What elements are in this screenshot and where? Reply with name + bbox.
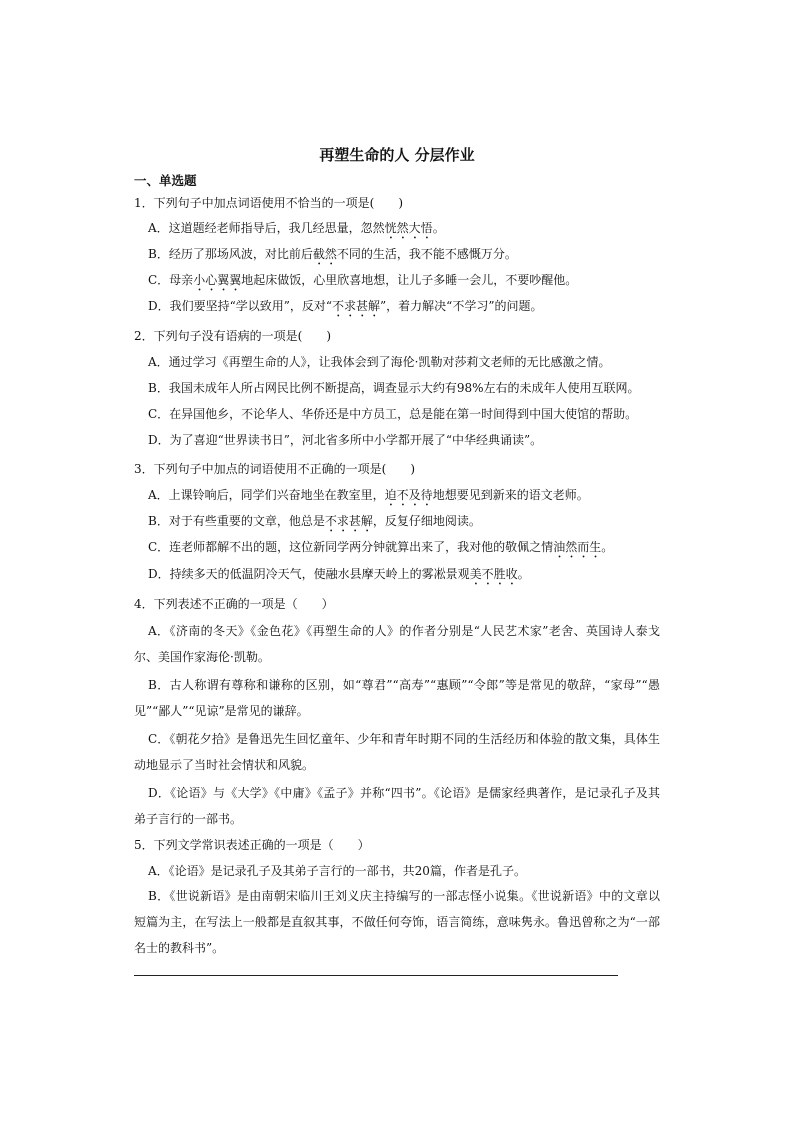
question-1-option-d: D．我们要坚持“学以致用”，反对“不求甚解”，着力解决“不学习”的问题。 xyxy=(148,299,543,313)
question-4-stem: 4．下列表述不正确的一项是（ ） xyxy=(134,597,334,611)
question-1-option-b: B．经历了那场风波，对比前后截然不同的生活，我不能不感慨万分。 xyxy=(148,247,517,261)
question-2-option-a: A．通过学习《再塑生命的人》，让我体会到了海伦·凯勒对莎莉文老师的无比感激之情。 xyxy=(148,355,611,369)
question-1-stem: 1．下列句子中加点词语使用不恰当的一项是( ) xyxy=(134,196,403,210)
question-2-option-b: B．我国未成年人所占网民比例不断提高，调查显示大约有98%左右的未成年人使用互联网。 xyxy=(148,381,640,395)
question-3-option-b: B．对于有些重要的文章，他总是不求甚解，反复仔细地阅读。 xyxy=(148,514,481,528)
question-5-stem: 5．下列文学常识表述正确的一项是（ ） xyxy=(134,838,370,852)
question-1-option-c: C．母亲小心翼翼地起床做饭，心里欣喜地想，让儿子多睡一会儿，不要吵醒他。 xyxy=(148,273,578,287)
question-4-option-d: D．《论语》与《大学》《中庸》《孟子》并称“四书”。《论语》是儒家经典著作，是记录孔子及其弟子言行的一部书。 xyxy=(134,786,660,826)
question-3-option-c: C．连老师都解不出的题，这位新同学两分钟就算出来了，我对他的敬佩之情油然而生。 xyxy=(148,540,614,554)
question-2-stem: 2．下列句子没有语病的一项是( ) xyxy=(134,329,331,343)
section-heading: 一、单选题 xyxy=(134,173,197,188)
question-3-option-d: D．持续多天的低温阴冷天气，使融水县摩天岭上的雾凇景观美不胜收。 xyxy=(148,567,530,581)
question-4-option-c: C．《朝花夕拾》是鲁迅先生回忆童年、少年和青年时期不同的生活经历和体验的散文集，具体生动地显示了当时社会情状和风貌。 xyxy=(134,732,660,772)
page-title: 再塑生命的人 分层作业 xyxy=(319,146,475,164)
question-2-option-c: C．在异国他乡，不论华人、华侨还是中方员工，总是能在第一时间得到中国大使馆的帮助。 xyxy=(148,407,638,421)
question-5-option-a: A．《论语》是记录孔子及其弟子言行的一部书，共20篇，作者是孔子。 xyxy=(148,864,526,878)
question-2-option-d: D．为了喜迎“世界读书日”，河北省多所中小学都开展了“中华经典诵读”。 xyxy=(148,433,543,447)
question-3-stem: 3．下列句子中加点的词语使用不正确的一项是( ) xyxy=(134,462,416,476)
question-3-option-a: A．上课铃响后，同学们兴奋地坐在教室里，迫不及待地想要见到新来的语文老师。 xyxy=(148,488,589,502)
question-1-option-a: A．这道题经老师指导后，我几经思量，忽然恍然大悟。 xyxy=(148,221,445,235)
footer-divider xyxy=(134,975,618,976)
question-4-option-a: A．《济南的冬天》《金色花》《再塑生命的人》的作者分别是“人民艺术家”老舍、英国诗人泰戈尔、美国作家海伦·凯勒。 xyxy=(134,624,660,664)
question-4-option-b: B．古人称谓有尊称和谦称的区别，如“尊君”“高寿”“惠顾”“令郎”等是常见的敬辞，“家母”“愚见”“鄙人”“见谅”是常见的谦辞。 xyxy=(134,678,660,718)
question-5-option-b: B．《世说新语》是由南朝宋临川王刘义庆主持编写的一部志怪小说集。《世说新语》中的文章以短篇为主，在写法上一般都是直叙其事，不做任何夸饰，语言简练，意味隽永。鲁迅曾称之为“一部名士的教科书”。 xyxy=(134,889,660,955)
